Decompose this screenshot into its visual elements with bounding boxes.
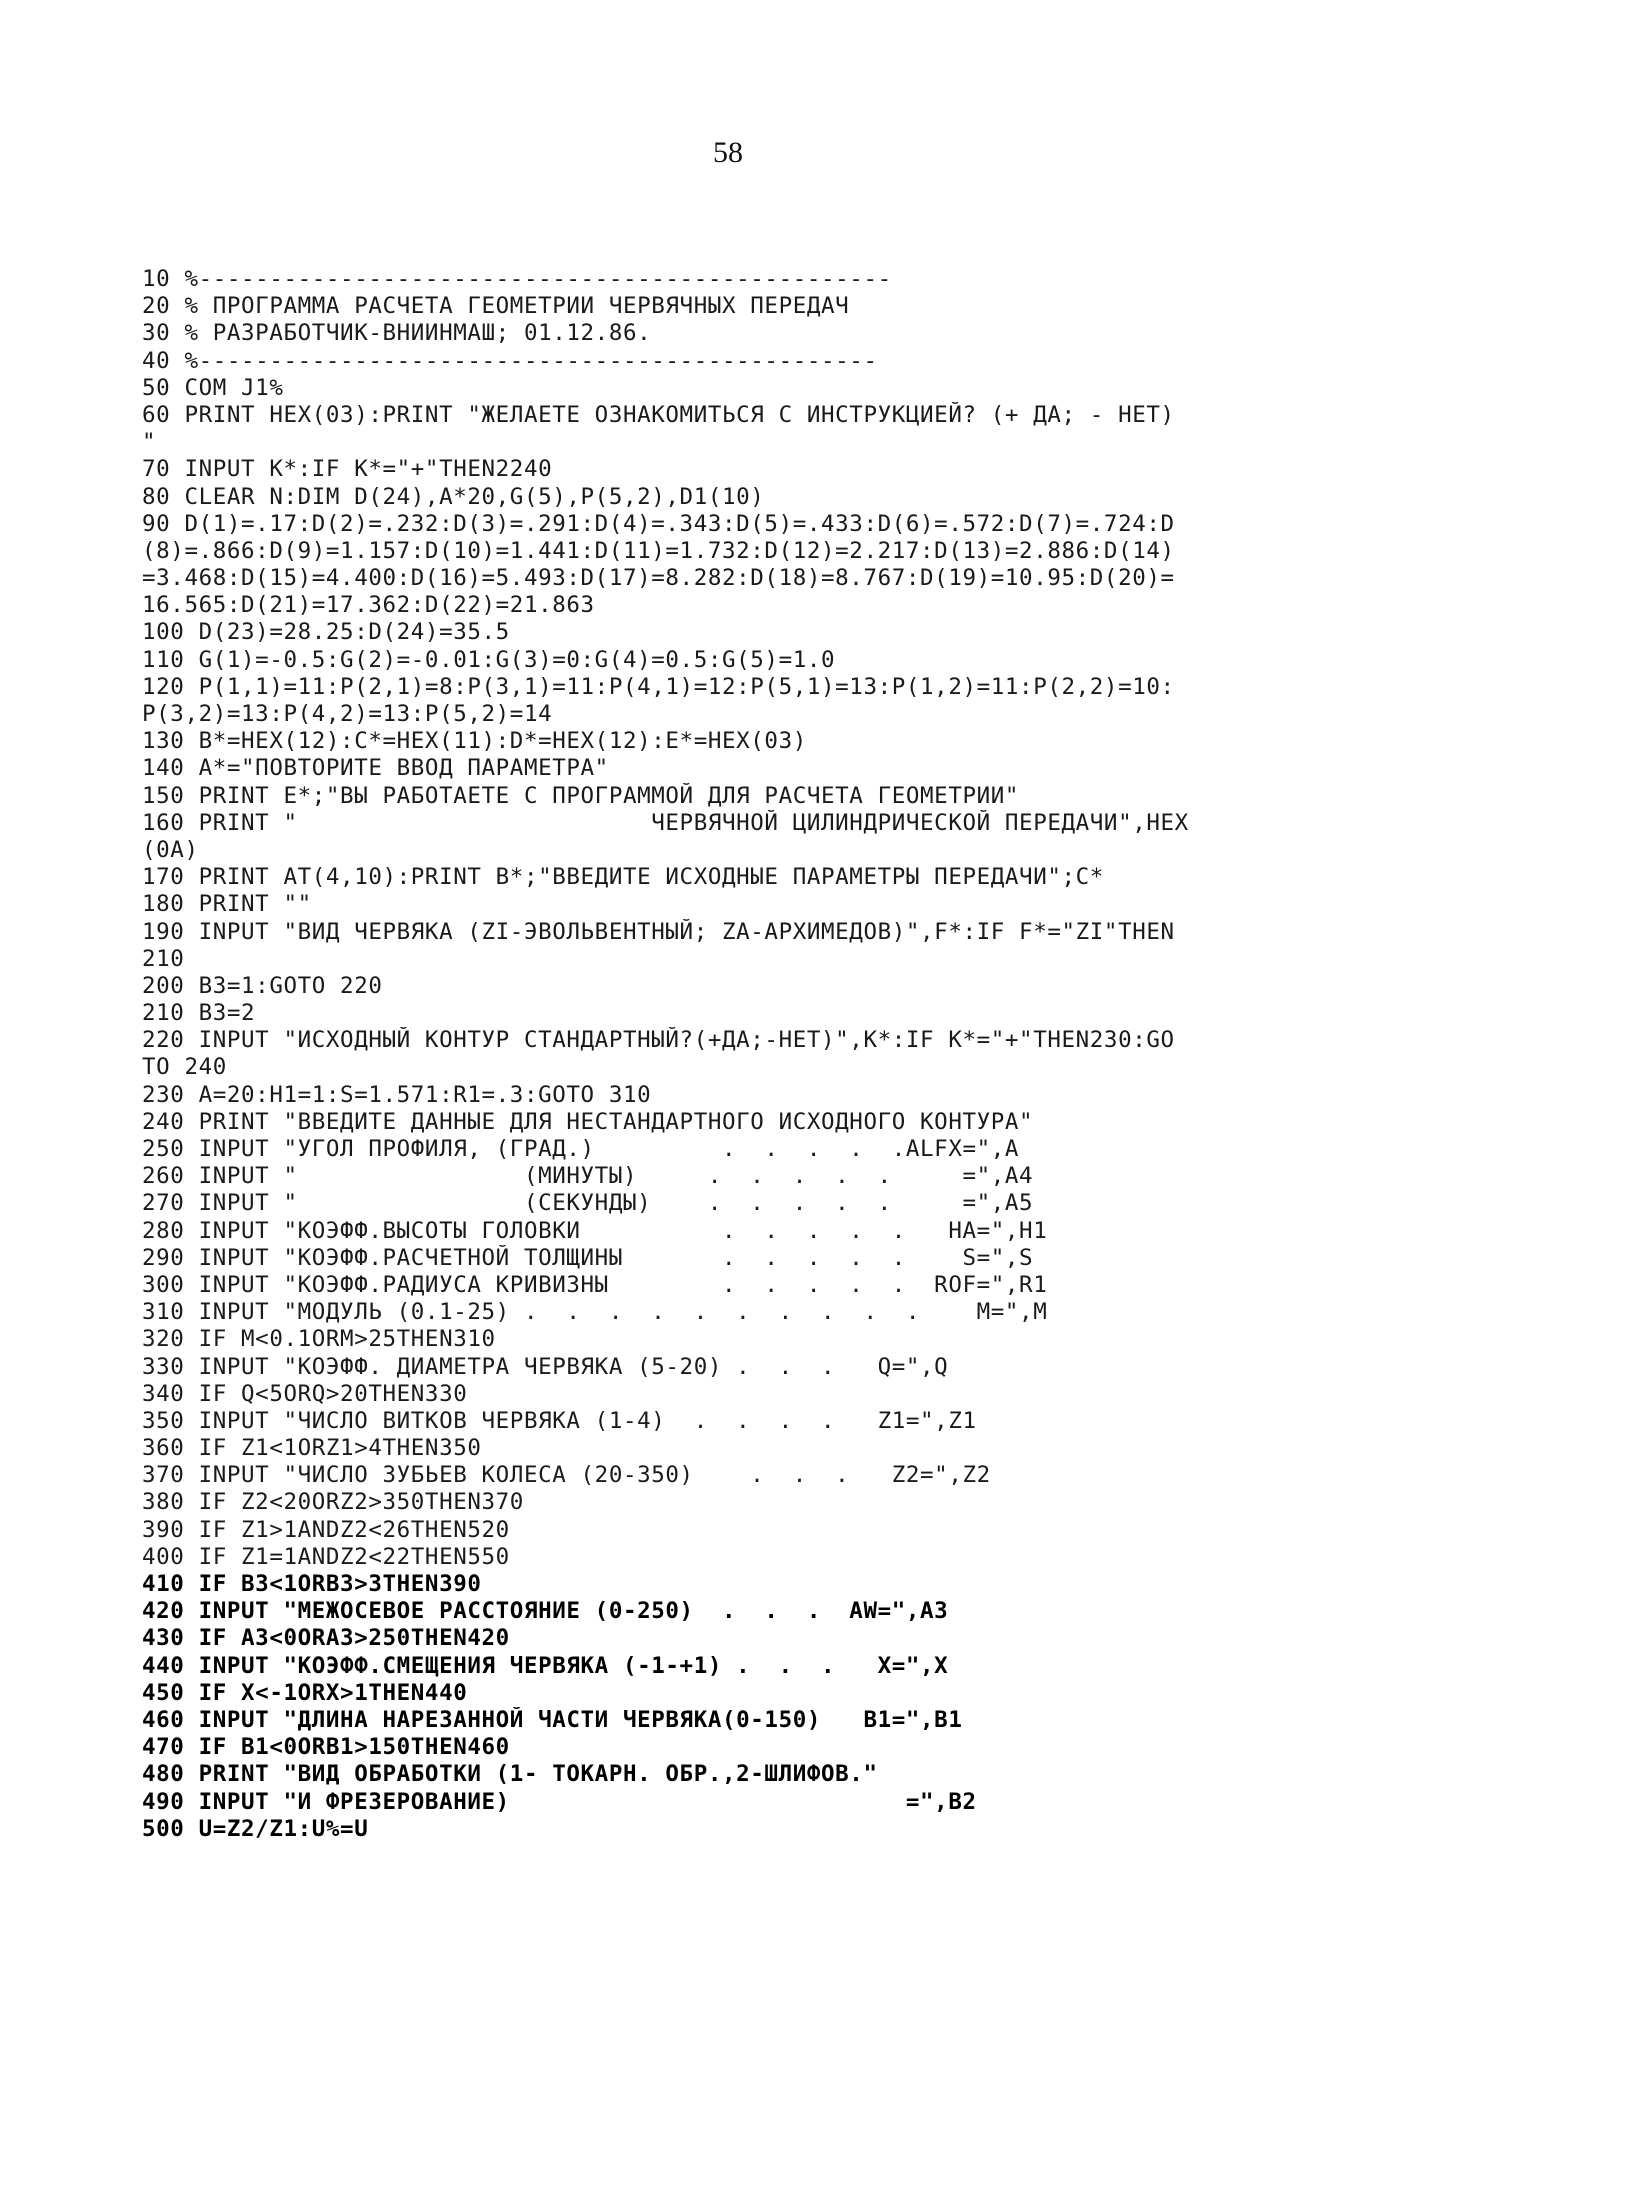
code-line: 70 INPUT K*:IF K*="+"THEN2240 xyxy=(142,456,553,483)
code-line: (8)=.866:D(9)=1.157:D(10)=1.441:D(11)=1.732:D(12)=2.217:D(13)=2.886:D(14) xyxy=(142,537,1175,564)
code-line: TO 240 xyxy=(142,1054,227,1081)
code-line: 400 IF Z1=1ANDZ2<22THEN550 xyxy=(142,1543,510,1570)
code-line: 200 B3=1:GOTO 220 xyxy=(142,972,383,999)
code-line: 160 PRINT " ЧЕРВЯЧНОЙ ЦИЛИНДРИЧЕСКОЙ ПЕРЕДАЧИ",HEX xyxy=(142,809,1189,836)
code-line: 260 INPUT " (МИНУТЫ) . . . . . =",A4 xyxy=(142,1163,1034,1190)
code-line: 60 PRINT HEX(03):PRINT "ЖЕЛАЕТЕ ОЗНАКОМИТЬСЯ С ИНСТРУКЦИЕЙ? (+ ДА; - НЕТ) xyxy=(142,401,1175,428)
code-line: 360 IF Z1<1ORZ1>4THEN350 xyxy=(142,1435,482,1462)
code-line: 90 D(1)=.17:D(2)=.232:D(3)=.291:D(4)=.343:D(5)=.433:D(6)=.572:D(7)=.724:D xyxy=(142,510,1175,537)
code-line: 480 PRINT "ВИД ОБРАБОТКИ (1- ТОКАРН. ОБР.,2-ШЛИФОВ." xyxy=(142,1761,878,1788)
code-line: 20 % ПРОГРАММА РАСЧЕТА ГЕОМЕТРИИ ЧЕРВЯЧНЫХ ПЕРЕДАЧ xyxy=(142,293,850,320)
code-line: 370 INPUT "ЧИСЛО ЗУБЬЕВ КОЛЕСА (20-350) . . . Z2=",Z2 xyxy=(142,1462,991,1489)
code-line: 490 INPUT "И ФРЕЗЕРОВАНИЕ) =",B2 xyxy=(142,1788,977,1815)
code-line: 170 PRINT AT(4,10):PRINT B*;"ВВЕДИТЕ ИСХОДНЫЕ ПАРАМЕТРЫ ПЕРЕДАЧИ";C* xyxy=(142,864,1104,891)
page-number: 58 xyxy=(713,136,743,169)
code-line: 280 INPUT "КОЭФФ.ВЫСОТЫ ГОЛОВКИ . . . . . HA=",H1 xyxy=(142,1217,1048,1244)
code-line: 230 A=20:H1=1:S=1.571:R1=.3:GOTO 310 xyxy=(142,1081,652,1108)
code-line: 80 CLEAR N:DIM D(24),A*20,G(5),P(5,2),D1(10) xyxy=(142,483,765,510)
code-line: 290 INPUT "КОЭФФ.РАСЧЕТНОЙ ТОЛЩИНЫ . . . . . S=",S xyxy=(142,1244,1034,1271)
code-line: 110 G(1)=-0.5:G(2)=-0.01:G(3)=0:G(4)=0.5:G(5)=1.0 xyxy=(142,646,836,673)
code-line: 190 INPUT "ВИД ЧЕРВЯКА (ZI-ЭВОЛЬВЕНТНЫЙ; ZA-АРХИМЕДОВ)",F*:IF F*="ZI"THEN xyxy=(142,918,1175,945)
code-line: 210 B3=2 xyxy=(142,1000,256,1027)
code-line: 10 %------------------------------------------------- xyxy=(142,266,892,292)
code-line: P(3,2)=13:P(4,2)=13:P(5,2)=14 xyxy=(142,701,553,727)
code-line: 16.565:D(21)=17.362:D(22)=21.863 xyxy=(142,592,595,619)
program-listing xyxy=(142,266,1412,1843)
code-line: 250 INPUT "УГОЛ ПРОФИЛЯ, (ГРАД.) . . . . .ALFX=",A xyxy=(142,1136,1020,1162)
code-line: 330 INPUT "КОЭФФ. ДИАМЕТРА ЧЕРВЯКА (5-20) . . . Q=",Q xyxy=(142,1353,949,1380)
code-line: =3.468:D(15)=4.400:D(16)=5.493:D(17)=8.282:D(18)=8.767:D(19)=10.95:D(20)= xyxy=(142,565,1175,592)
code-line: 460 INPUT "ДЛИНА НАРЕЗАННОЙ ЧАСТИ ЧЕРВЯКА(0-150) B1=",B1 xyxy=(142,1706,963,1733)
code-line: 40 %------------------------------------------------ xyxy=(142,347,878,374)
code-line: 410 IF B3<1ORB3>3THEN390 xyxy=(142,1571,482,1597)
code-line: 120 P(1,1)=11:P(2,1)=8:P(3,1)=11:P(4,1)=12:P(5,1)=13:P(1,2)=11:P(2,2)=10: xyxy=(142,673,1175,700)
code-line: 180 PRINT "" xyxy=(142,891,312,918)
code-line: 50 COM J1% xyxy=(142,374,284,401)
code-line: 150 PRINT E*;"ВЫ РАБОТАЕТЕ С ПРОГРАММОЙ ДЛЯ РАСЧЕТА ГЕОМЕТРИИ" xyxy=(142,782,1020,809)
code-line: " xyxy=(142,429,157,456)
code-line: 30 % РАЗРАБОТЧИК-ВНИИНМАШ; 01.12.86. xyxy=(142,320,652,347)
code-line: 430 IF A3<0ORA3>250THEN420 xyxy=(142,1625,510,1652)
code-line: 320 IF M<0.1ORM>25THEN310 xyxy=(142,1326,496,1353)
code-line: (0A) xyxy=(142,836,199,863)
code-line: 270 INPUT " (СЕКУНДЫ) . . . . . =",A5 xyxy=(142,1190,1034,1217)
code-line: 140 A*="ПОВТОРИТЕ ВВОД ПАРАМЕТРА" xyxy=(142,755,609,782)
code-line: 470 IF B1<0ORB1>150THEN460 xyxy=(142,1734,510,1761)
code-line: 390 IF Z1>1ANDZ2<26THEN520 xyxy=(142,1516,510,1543)
code-line: 210 xyxy=(142,945,185,972)
code-line: 440 INPUT "КОЭФФ.СМЕЩЕНИЯ ЧЕРВЯКА (-1-+1) . . . X=",X xyxy=(142,1652,949,1679)
code-line: 240 PRINT "ВВЕДИТЕ ДАННЫЕ ДЛЯ НЕСТАНДАРТНОГО ИСХОДНОГО КОНТУРА" xyxy=(142,1108,1034,1135)
code-line: 310 INPUT "МОДУЛЬ (0.1-25) . . . . . . . . . . M=",M xyxy=(142,1299,1048,1326)
code-line: 350 INPUT "ЧИСЛО ВИТКОВ ЧЕРВЯКА (1-4) . . . . Z1=",Z1 xyxy=(142,1407,977,1434)
code-line: 500 U=Z2/Z1:U%=U xyxy=(142,1815,369,1842)
code-line: 380 IF Z2<20ORZ2>350THEN370 xyxy=(142,1489,524,1516)
code-line: 100 D(23)=28.25:D(24)=35.5 xyxy=(142,619,510,646)
code-line: 450 IF X<-1ORX>1THEN440 xyxy=(142,1679,468,1706)
code-line: 420 INPUT "МЕЖОСЕВОЕ РАССТОЯНИЕ (0-250) . . . AW=",A3 xyxy=(142,1598,949,1625)
code-line: 300 INPUT "КОЭФФ.РАДИУСА КРИВИЗНЫ . . . . . ROF=",R1 xyxy=(142,1271,1048,1298)
code-line: 130 B*=HEX(12):C*=HEX(11):D*=HEX(12):E*=HEX(03) xyxy=(142,728,807,755)
code-line: 220 INPUT "ИСХОДНЫЙ КОНТУР СТАНДАРТНЫЙ?(+ДА;-НЕТ)",K*:IF K*="+"THEN230:GO xyxy=(142,1027,1175,1054)
code-line: 340 IF Q<5ORQ>20THEN330 xyxy=(142,1380,468,1407)
